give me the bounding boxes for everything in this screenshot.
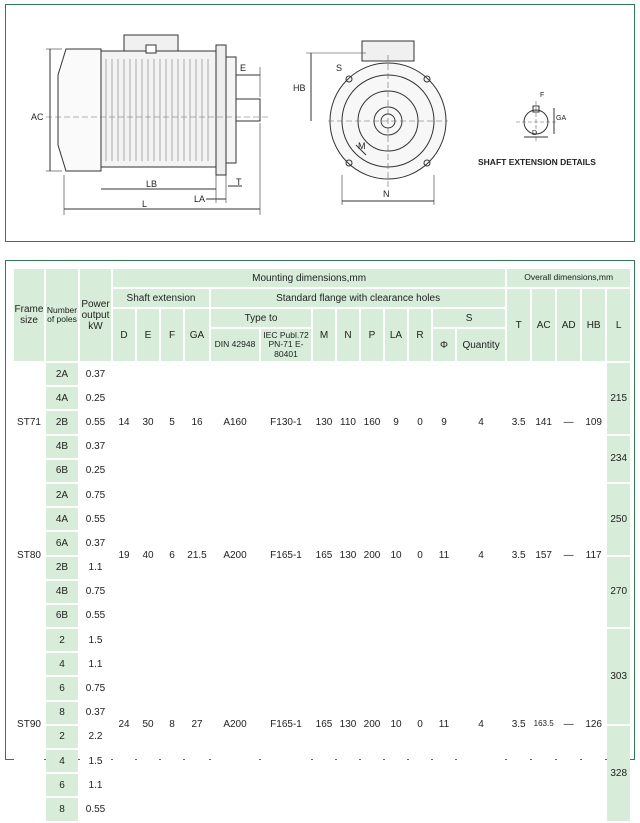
r-cell: 0 <box>409 484 431 627</box>
ga-cell: 27 <box>185 629 209 821</box>
power-cell: 0.55 <box>80 605 111 627</box>
ac-cell: 141 <box>532 363 555 482</box>
header-l: L <box>607 289 630 361</box>
ad-cell: — <box>557 629 580 821</box>
header-d: D <box>113 309 135 361</box>
din-cell: A200 <box>211 629 259 821</box>
label-e: E <box>240 63 247 73</box>
poles-cell: 2B <box>46 557 78 579</box>
d-cell: 24 <box>113 629 135 821</box>
table-row <box>14 363 630 385</box>
qty-cell: 4 <box>457 629 505 821</box>
la-cell: 10 <box>385 484 407 627</box>
label-n: N <box>383 189 390 199</box>
power-cell: 2.2 <box>80 726 111 748</box>
table-row <box>14 629 630 651</box>
n-cell: 130 <box>337 484 359 627</box>
ac-cell: 163.5 <box>532 629 555 821</box>
din-cell: A160 <box>211 363 259 482</box>
header-quantity: Quantity <box>457 329 505 361</box>
t-cell: 3.5 <box>507 629 530 821</box>
header-overall: Overall dimensions,mm <box>507 269 630 287</box>
power-cell: 0.25 <box>80 460 111 482</box>
power-cell: 0.37 <box>80 702 111 724</box>
label-t: T <box>236 177 242 187</box>
header-power: Power output kW <box>80 269 111 361</box>
frame-size-cell: ST90 <box>14 629 44 821</box>
ac-cell: 157 <box>532 484 555 627</box>
m-cell: 130 <box>313 363 335 482</box>
power-cell: 0.37 <box>80 436 111 458</box>
header-t: T <box>507 289 530 361</box>
d-cell: 14 <box>113 363 135 482</box>
ad-cell: — <box>557 363 580 482</box>
header-ga: GA <box>185 309 209 361</box>
phi-cell: 9 <box>433 363 455 482</box>
power-cell: 0.55 <box>80 411 111 433</box>
header-iec: IEC Publ.72 PN-71 E-80401 <box>261 329 311 361</box>
l-cell: 328 <box>607 726 630 821</box>
header-shaft: Shaft extension <box>113 289 209 307</box>
header-la: LA <box>385 309 407 361</box>
header-flange: Standard flange with clearance holes <box>211 289 505 307</box>
poles-cell: 6A <box>46 532 78 554</box>
phi-cell: 11 <box>433 484 455 627</box>
dimensions-table <box>12 267 632 823</box>
iec-cell: F165-1 <box>261 629 311 821</box>
power-cell: 0.55 <box>80 798 111 820</box>
poles-cell: 4A <box>46 387 78 409</box>
header-phi: Φ <box>433 329 455 361</box>
p-cell: 200 <box>361 484 383 627</box>
poles-cell: 4B <box>46 581 78 603</box>
power-cell: 0.75 <box>80 484 111 506</box>
l-cell: 215 <box>607 363 630 434</box>
m-cell: 165 <box>313 629 335 821</box>
poles-cell: 2A <box>46 484 78 506</box>
header-ad: AD <box>557 289 580 361</box>
header-type-to: Type to <box>211 309 311 327</box>
poles-cell: 2 <box>46 629 78 651</box>
power-cell: 1.1 <box>80 557 111 579</box>
header-p: P <box>361 309 383 361</box>
header-e: E <box>137 309 159 361</box>
motor-drawing <box>6 5 633 240</box>
poles-cell: 2A <box>46 363 78 385</box>
e-cell: 40 <box>137 484 159 627</box>
qty-cell: 4 <box>457 484 505 627</box>
ga-cell: 21.5 <box>185 484 209 627</box>
t-cell: 3.5 <box>507 363 530 482</box>
poles-cell: 8 <box>46 702 78 724</box>
n-cell: 110 <box>337 363 359 482</box>
technical-drawing-panel <box>5 4 635 242</box>
power-cell: 0.25 <box>80 387 111 409</box>
header-mounting: Mounting dimensions,mm <box>113 269 505 287</box>
label-f: F <box>540 92 545 99</box>
power-cell: 0.75 <box>80 677 111 699</box>
l-cell: 250 <box>607 484 630 555</box>
poles-cell: 2 <box>46 726 78 748</box>
label-lb: LB <box>146 179 158 189</box>
power-cell: 0.37 <box>80 532 111 554</box>
power-cell: 0.37 <box>80 363 111 385</box>
label-la: LA <box>194 194 206 204</box>
label-d: D <box>532 130 538 137</box>
r-cell: 0 <box>409 629 431 821</box>
ga-cell: 16 <box>185 363 209 482</box>
t-cell: 3.5 <box>507 484 530 627</box>
qty-cell: 4 <box>457 363 505 482</box>
la-cell: 9 <box>385 363 407 482</box>
header-frame-size: Frame size <box>14 269 44 361</box>
power-cell: 0.55 <box>80 508 111 530</box>
label-ga: GA <box>556 115 567 122</box>
header-hb: HB <box>582 289 605 361</box>
header-poles: Number of poles <box>46 269 78 361</box>
label-m: M <box>358 141 366 151</box>
frame-size-cell: ST80 <box>14 484 44 627</box>
hb-cell: 126 <box>582 629 605 821</box>
power-cell: 1.5 <box>80 750 111 772</box>
phi-cell: 11 <box>433 629 455 821</box>
header-n: N <box>337 309 359 361</box>
iec-cell: F165-1 <box>261 484 311 627</box>
frame-size-cell: ST71 <box>14 363 44 482</box>
poles-cell: 6B <box>46 605 78 627</box>
label-l: L <box>142 199 148 209</box>
dimensions-table-panel <box>5 260 635 815</box>
l-cell: 234 <box>607 436 630 482</box>
ad-cell: — <box>557 484 580 627</box>
poles-cell: 2B <box>46 411 78 433</box>
power-cell: 0.75 <box>80 581 111 603</box>
power-cell: 1.5 <box>80 629 111 651</box>
r-cell: 0 <box>409 363 431 482</box>
label-ac: AC <box>31 112 44 122</box>
la-cell: 10 <box>385 629 407 821</box>
header-m: M <box>313 309 335 361</box>
f-cell: 6 <box>161 484 183 627</box>
l-cell: 303 <box>607 629 630 724</box>
header-f: F <box>161 309 183 361</box>
f-cell: 5 <box>161 363 183 482</box>
poles-cell: 8 <box>46 798 78 820</box>
n-cell: 130 <box>337 629 359 821</box>
poles-cell: 4A <box>46 508 78 530</box>
label-hb: HB <box>293 83 306 93</box>
m-cell: 165 <box>313 484 335 627</box>
label-s: S <box>336 63 343 73</box>
power-cell: 1.1 <box>80 653 111 675</box>
l-cell: 270 <box>607 557 630 628</box>
poles-cell: 4 <box>46 750 78 772</box>
iec-cell: F130-1 <box>261 363 311 482</box>
poles-cell: 6B <box>46 460 78 482</box>
power-cell: 1.1 <box>80 774 111 796</box>
d-cell: 19 <box>113 484 135 627</box>
poles-cell: 4B <box>46 436 78 458</box>
header-ac: AC <box>532 289 555 361</box>
header-r: R <box>409 309 431 361</box>
shaft-detail-title: SHAFT EXTENSION DETAILS <box>478 157 596 167</box>
p-cell: 160 <box>361 363 383 482</box>
poles-cell: 6 <box>46 774 78 796</box>
header-s: S <box>433 309 505 327</box>
table-row <box>14 484 630 506</box>
hb-cell: 117 <box>582 484 605 627</box>
poles-cell: 4 <box>46 653 78 675</box>
f-cell: 8 <box>161 629 183 821</box>
e-cell: 50 <box>137 629 159 821</box>
e-cell: 30 <box>137 363 159 482</box>
poles-cell: 6 <box>46 677 78 699</box>
din-cell: A200 <box>211 484 259 627</box>
hb-cell: 109 <box>582 363 605 482</box>
p-cell: 200 <box>361 629 383 821</box>
header-din: DIN 42948 <box>211 329 259 361</box>
